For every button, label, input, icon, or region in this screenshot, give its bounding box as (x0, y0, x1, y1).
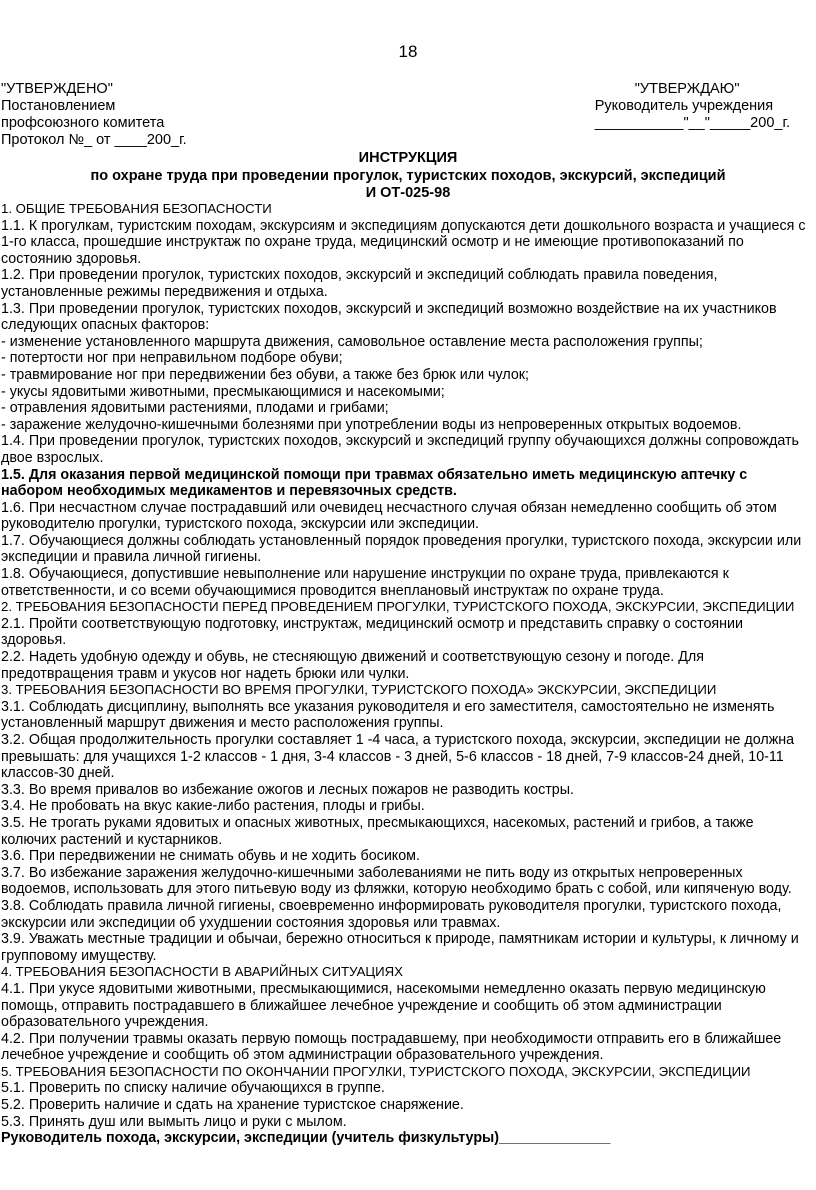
approve-signature-line: ___________"__"_____200_г. (594, 115, 790, 131)
section-heading: 3. ТРЕБОВАНИЯ БЕЗОПАСНОСТИ ВО ВРЕМЯ ПРОГУЛКИ, ТУРИСТСКОГО ПОХОДА» ЭКСКУРСИИ, ЭКСПЕДИЦИИ (1, 682, 717, 698)
approve-head-line: Руководитель учреждения (594, 98, 774, 114)
section-heading: 4. ТРЕБОВАНИЯ БЕЗОПАСНОСТИ В АВАРИЙНЫХ СИТУАЦИЯХ (1, 964, 403, 980)
paragraph: 3.1. Соблюдать дисциплину, выполнять все указания руководителя и его заместителя, самостоятельно не изменять установленный маршрут движения и место расположения группы. (1, 698, 775, 732)
paragraph: 1.3. При проведении прогулок, туристских походов, экскурсий и экспедиций возможно воздействие на их участников следующих опасных факторов: (1, 300, 777, 334)
paragraph: 3.3. Во время привалов во избежание ожогов и лесных пожаров не разводить костры. (1, 781, 574, 798)
paragraph: 1.4. При проведении прогулок, туристских походов, экскурсий и экспедиций группу обучающихся должны сопровождать двое взрослых. (1, 433, 799, 466)
approve-label: "УТВЕРЖДАЮ" (634, 81, 740, 97)
paragraph: 2.2. Надеть удобную одежду и обувь, не стесняющую движений и соответствующую сезону и погоде. Для предотвращения травм и укусов ног надеть брюки или чулки. (1, 649, 705, 682)
section-heading: 1. ОБЩИЕ ТРЕБОВАНИЯ БЕЗОПАСНОСТИ (1, 201, 272, 216)
paragraph: - потертости ног при неправильном подборе обуви; (1, 350, 343, 367)
paragraph: - травмирование ног при передвижении без обуви, а также без брюк или чулок; (1, 366, 529, 383)
paragraph: 5.1. Проверить по списку наличие обучающихся в группе. (1, 1080, 385, 1097)
approved-block (1, 81, 187, 149)
paragraph: 1.7. Обучающиеся должны соблюдать установленный порядок проведения прогулки, туристского похода, экскурсии или экспедиции и правила личной гигиены. (1, 532, 802, 566)
approved-by-line: Постановлением (1, 98, 116, 114)
paragraph: 1.5. Для оказания первой медицинской помощи при травмах обязательно иметь медицинскую аптечку с набором необходимых медикаментов и перевязочных средств. (1, 466, 748, 500)
paragraph: 3.8. Соблюдать правила личной гигиены, своевременно информировать руководителя прогулки, туристского похода, экскурсии или экспедиции об ухудшении состояния здоровья или травмах. (1, 897, 782, 931)
approved-label: "УТВЕРЖДЕНО" (1, 81, 113, 97)
document-body (1, 201, 811, 1147)
paragraph: 1.8. Обучающиеся, допустившие невыполнение или нарушение инструкции по охране труда, привлекаются к ответственности, и со всеми обучающимися проводится внеплановый инструктаж по охране труда. (1, 566, 729, 599)
page-number: 18 (398, 42, 418, 61)
paragraph: 1.1. К прогулкам, туристским походам, экскурсиям и экспедициям допускаются дети дошкольного возраста и учащиеся с 1-го класса, прошедшие инструктаж по охране труда, медицинский осмотр и не имеющие противопоказаний по состоянию здоровья. (1, 217, 806, 267)
protocol-line: Протокол №_ от ____200_г. (1, 132, 187, 148)
title-line-3: И ОТ-025-98 (365, 185, 451, 201)
section-heading: 2. ТРЕБОВАНИЯ БЕЗОПАСНОСТИ ПЕРЕД ПРОВЕДЕНИЕМ ПРОГУЛКИ, ТУРИСТСКОГО ПОХОДА, ЭКСКУРСИИ, ЭКСПЕДИЦИИ (1, 599, 795, 615)
paragraph: 4.2. При получении травмы оказать первую помощь пострадавшему, при необходимости отправить его в ближайшее лечебное учреждение и сообщить об этом администрации образовательного учреждения. (1, 1030, 782, 1064)
paragraph: - укусы ядовитыми животными, пресмыкающимися и насекомыми; (1, 383, 445, 400)
paragraph: 2.1. Пройти соответствующую подготовку, инструктаж, медицинский осмотр и представить справку о состоянии здоровья. (1, 615, 744, 649)
title-line-2: по охране труда при проведении прогулок, туристских походов, экскурсий, экспедиций (90, 167, 726, 184)
paragraph: 1.6. При несчастном случае пострадавший или очевидец несчастного случая обязан немедленно сообщить об этом руководителю прогулки, туристского похода, экскурсии или экспедиции. (1, 499, 777, 533)
paragraph: 3.7. Во избежание заражения желудочно-кишечными заболеваниями не пить воду из открытых непроверенных водоемов, использовать для этого питьевую воду из фляжки, которую необходимо брать с собой, или кипяченую воду. (1, 864, 792, 898)
paragraph: - заражение желудочно-кишечными болезнями при употреблении воды из непроверенных открытых водоемов. (1, 416, 742, 433)
approved-committee-line: профсоюзного комитета (1, 115, 165, 131)
paragraph: 3.5. Не трогать руками ядовитых и опасных животных, пресмыкающихся, насекомых, растений и грибов, а также колючих растений и кустарников. (1, 814, 754, 848)
approve-block (595, 81, 790, 132)
paragraph: 5.2. Проверить наличие и сдать на хранение туристское снаряжение. (1, 1097, 464, 1114)
paragraph: 4.1. При укусе ядовитыми животными, пресмыкающимися, насекомыми немедленно оказать первую медицинскую помощь, отправить пострадавшего в ближайшее лечебное учреждение и сообщить об этом администрации образовательного учреждения. (1, 980, 766, 1031)
paragraph: 5.3. Принять душ или вымыть лицо и руки с мылом. (1, 1113, 347, 1130)
document-title (0, 150, 816, 203)
paragraph: 3.2. Общая продолжительность прогулки составляет 1 -4 часа, а туристского похода, экскурсии, экспедиции не должна превышать: для учащихся 1-2 классов - 1 дня, 3-4 классов - 3 дней, 5-6 классов - 18 дней, 7-9 классов-24 дней, 10-11 классов-30 дней. (1, 732, 795, 782)
title-line-1: ИНСТРУКЦИЯ (358, 150, 458, 166)
section-heading: 5. ТРЕБОВАНИЯ БЕЗОПАСНОСТИ ПО ОКОНЧАНИИ ПРОГУЛКИ, ТУРИСТСКОГО ПОХОДА, ЭКСКУРСИИ, ЭКСПЕДИЦИИ (1, 1063, 751, 1079)
paragraph: Руководитель похода, экскурсии, экспедиции (учитель физкультуры)______________ (1, 1130, 611, 1147)
paragraph: - отравления ядовитыми растениями, плодами и грибами; (1, 400, 389, 417)
paragraph: 3.9. Уважать местные традиции и обычаи, бережно относиться к природе, памятникам истории и культуры, к личному и групповому имуществу. (1, 931, 799, 964)
paragraph: - изменение установленного маршрута движения, самовольное оставление места расположения группы; (1, 333, 703, 350)
paragraph: 3.6. При передвижении не снимать обувь и не ходить босиком. (1, 848, 420, 865)
paragraph: 1.2. При проведении прогулок, туристских походов, экскурсий и экспедиций соблюдать правила поведения, установленные режимы передвижения и отдыха. (1, 267, 718, 300)
paragraph: 3.4. Не пробовать на вкус какие-либо растения, плоды и грибы. (1, 798, 425, 815)
